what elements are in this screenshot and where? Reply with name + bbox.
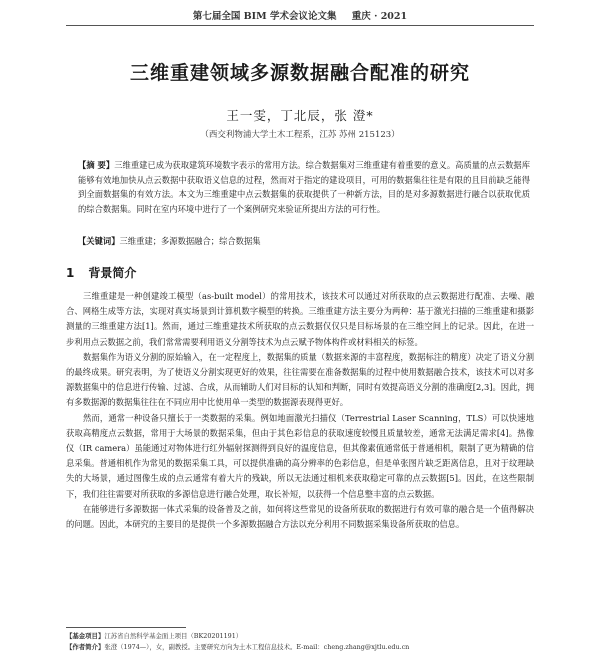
body-paragraph: 然而，通常一种设备只擅长于一类数据的采集。例如地面激光扫描仪（Terrestrial Laser Scanning，TLS）可以快速地获取高精度点云数据，常用于大场景的数据采集，但由于其色彩信息的获取速度较慢且质量较差，通常无法满足需求[4]。热像仪（IR camera）虽能通过对物体进行红外辐射探测得到良好的温度信息，但其像素值通常低于普通相机，限制了更为精确的信息采集。普通相机作为常见的数据采集工具，可以提供准确的高分辨率的色彩信息，但是单张图片缺乏距离信息，且对于纹理缺失的大场景，通过图像生成的点云通常有着大片的残缺，所以无法通过相机来获取稳定可靠的点云数据[5]。因此，在这些限制下，我们往往需要对所获取的多源信息进行融合处理，取长补短，以获得一个信息整丰富的点云数据。 — [66, 412, 534, 499]
keywords-label: 【关键词】 — [78, 236, 120, 246]
proceedings-title: 第七届全国 BIM 学术会议论文集 — [192, 11, 337, 22]
section-number: 1 — [66, 266, 75, 280]
abstract-block — [78, 158, 530, 216]
header-divider — [66, 25, 534, 26]
footnotes — [66, 631, 534, 652]
running-header — [0, 8, 600, 22]
author-footnote — [66, 642, 534, 653]
keywords-text: 三维重建；多源数据融合；综合数据集 — [119, 236, 261, 246]
body-paragraph: 数据集作为语义分割的原始输入，在一定程度上，数据集的质量（数据来源的丰富程度，数据标注的精度）决定了语义分割的最终成果。研究表明，为了使语义分割实现更好的效果，往往需要在准备数据集的过程中使用数据融合技术，该技术可以对多源数据集中的信息进行传输、过滤、合成，从而辅助人们对目标的认知和判断，同时有效提高语义分割的准确度[2,3]。因此，拥有多数据源的数据集往往在不同应用中比使用单一类型的数据源表现得更好。 — [66, 351, 534, 408]
keywords-block — [78, 234, 530, 248]
fund-label: 【基金项目】 — [66, 632, 105, 640]
section-title: 背景简介 — [88, 266, 137, 280]
footnote-divider — [66, 627, 186, 628]
fund-text: 江苏省自然科学基金面上项目（BK20201191） — [104, 632, 243, 640]
author-affiliation: （西交利物浦大学土木工程系，江苏 苏州 215123） — [200, 130, 400, 140]
fund-footnote — [66, 631, 534, 642]
author-bio-text: 张澄（1974—），女，副教授。主要研究方向为土木工程信息技术。E-mail：cheng.zhang@xjtlu.edu.cn — [104, 642, 410, 651]
paper-title: 三维重建领域多源数据融合配准的研究 — [129, 62, 470, 84]
abstract-text: 三维重建已成为获取建筑环境数字表示的常用方法。综合数据集对三维重建有着重要的意义。高质量的点云数据库能够有效地加快从点云数据中获取语义信息的过程，然而对于指定的建设项目，可用的数据集往往是有限的且目前缺乏能得到全面数据集的有效方法。本文为三维重建中点云数据集的获取提供了一种新方法，目的是对多源数据进行融合以获取优质的综合数据集。同时在室内环境中进行了一个案例研究来验证所提出方法的可行性。 — [78, 160, 530, 214]
body-paragraph: 在能够进行多源数据一体式采集的设备普及之前，如何将这些常见的设备所获取的数据进行有效可靠的融合是一个值得解决的问题。因此，本研究的主要目的是提供一个多源数据融合方法以充分利用不同数据采集设备所获取的信息。 — [66, 503, 534, 530]
body-paragraph: 三维重建是一种创建竣工模型（as-built model）的常用技术，该技术可以通过对所获取的点云数据进行配准、去噪、融合、网格生成等方法，实现对真实场景到计算机数字模型的转换。三维重建方法主要分为两种：基于激光扫描的三维重建和摄影测量的三维重建方法[1]。然而，通过三维重建技术所获取的点云数据仅仅只是目标场景的在三维空间上的记录。因此，在进一步利用点云数据之前，我们常常需要利用语义分割等技术为点云赋予物体构件或材料相关的标签。 — [66, 291, 534, 347]
abstract-label: 【摘 要】 — [78, 160, 115, 170]
body-text — [66, 289, 534, 532]
paper-authors: 王一雯，丁北辰，张 澄* — [226, 108, 374, 123]
author-bio-label: 【作者简介】 — [66, 642, 105, 651]
section-heading — [66, 264, 136, 281]
conference-location-year: 重庆 · 2021 — [351, 11, 408, 22]
